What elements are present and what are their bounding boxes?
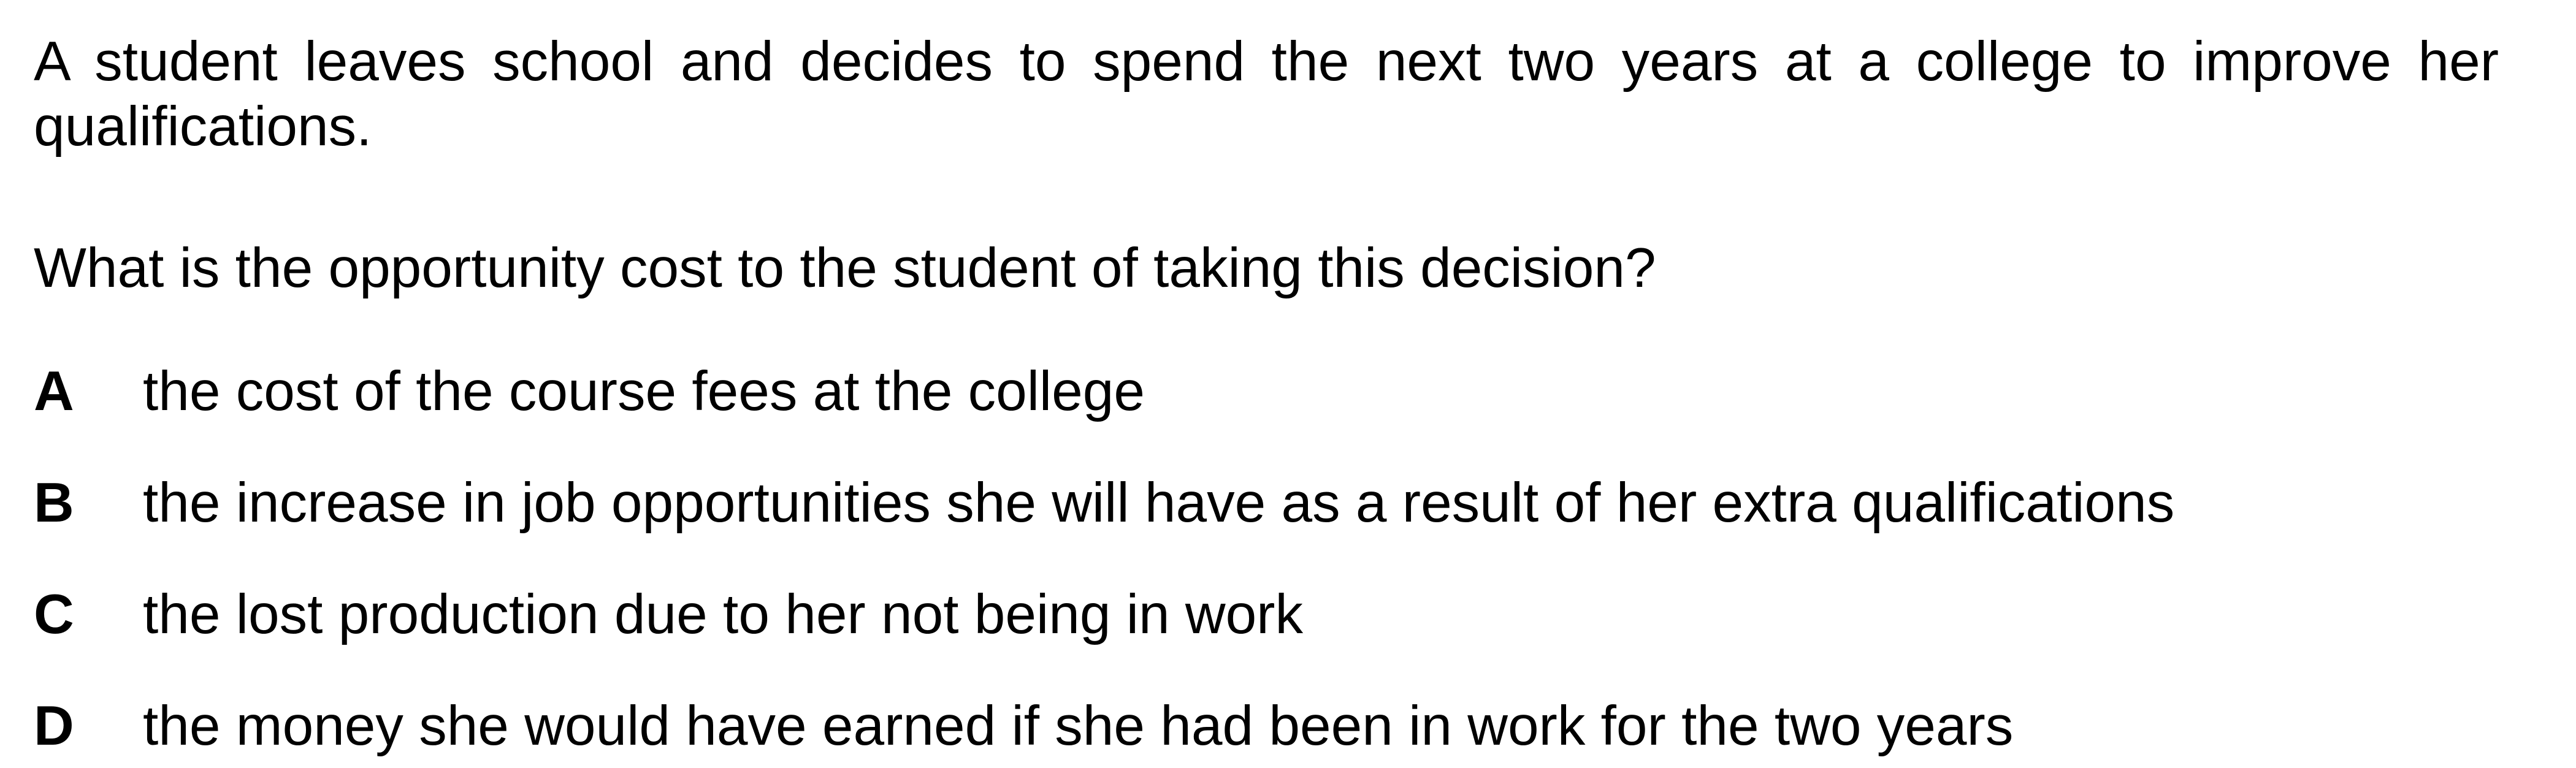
option-d-letter: D [34, 695, 74, 757]
option-a-text: the cost of the course fees at the college [143, 360, 1145, 422]
option-c-text: the lost production due to her not being in work [143, 584, 1303, 645]
question-stem: A student leaves school and decides to spend the next two years at a college to improve her qualifications. [34, 31, 2499, 158]
option-c-letter: C [34, 584, 74, 645]
question-prompt: What is the opportunity cost to the student of taking this decision? [34, 237, 1656, 299]
option-b-letter: B [34, 472, 74, 534]
option-d-text: the money she would have earned if she had been in work for the two years [143, 695, 2014, 757]
option-b-text: the increase in job opportunities she will have as a result of her extra qualifications [143, 472, 2175, 534]
question-block [34, 29, 2499, 757]
option-a-letter: A [34, 360, 74, 422]
